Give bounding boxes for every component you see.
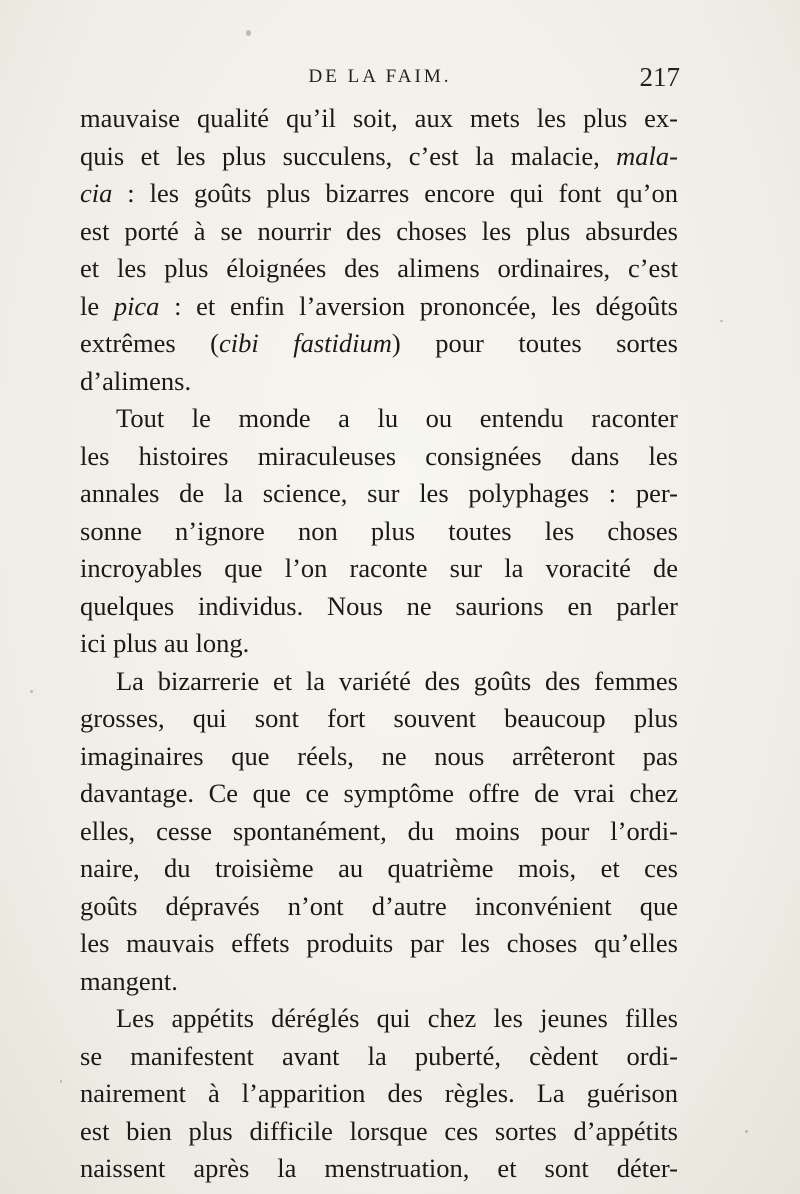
text-line: est porté à se nourrir des choses les plus absurdes	[80, 215, 678, 246]
paper-speck	[30, 690, 33, 693]
page-header	[80, 62, 680, 92]
text-line: quis et les plus succulens, c’est la malacie, mala-	[80, 140, 678, 171]
italic-term: cia	[80, 178, 113, 208]
text-line: incroyables que l’on raconte sur la voracité de	[80, 553, 678, 583]
running-title: DE LA FAIM.	[308, 66, 452, 87]
text-line: cia : les goûts plus bizarres encore qui font qu’on	[80, 178, 678, 208]
paragraph-start-line: Tout le monde a lu ou entendu raconter	[116, 403, 678, 433]
body-text	[80, 100, 678, 1188]
text-line: davantage. Ce que ce symptôme offre de vrai chez	[80, 778, 678, 808]
paper-speck	[60, 1080, 62, 1083]
italic-term: pica	[113, 290, 160, 321]
paper-speck	[745, 1130, 748, 1133]
text-line: les histoires miraculeuses consignées dans les	[80, 440, 678, 471]
text-line: naire, du troisième au quatrième mois, et ces	[80, 853, 678, 883]
text-line: est bien plus difficile lorsque ces sortes d’appétits	[80, 1115, 678, 1146]
paragraph-end-line: mangent.	[80, 965, 178, 996]
text-line: extrêmes (cibi fastidium) pour toutes sortes	[80, 328, 678, 358]
paragraph-end-line: d’alimens.	[80, 365, 192, 396]
text-line: les mauvais effets produits par les choses qu’elles	[80, 928, 678, 958]
text-line: quelques individus. Nous ne saurions en parler	[80, 590, 678, 621]
text-line: elles, cesse spontanément, du moins pour l’ordi-	[80, 815, 678, 846]
italic-term: cibi fastidium	[219, 328, 392, 358]
text-line: et les plus éloignées des alimens ordinaires, c’est	[80, 253, 678, 283]
text-line: grosses, qui sont fort souvent beaucoup plus	[80, 703, 678, 733]
italic-term: mala-	[616, 140, 678, 171]
text-line: mauvaise qualité qu’il soit, aux mets les plus ex-	[80, 103, 678, 133]
paragraph-start-line: Les appétits déréglés qui chez les jeunes filles	[116, 1003, 678, 1033]
text-line: goûts dépravés n’ont d’autre inconvénient que	[80, 890, 678, 921]
text-line: sonne n’ignore non plus toutes les choses	[80, 515, 678, 546]
page-number: 217	[639, 62, 680, 92]
paper-speck	[246, 30, 251, 36]
text-line: nairement à l’apparition des règles. La guérison	[80, 1078, 678, 1108]
text-line: naissent après la menstruation, et sont déter-	[80, 1153, 678, 1183]
text-line: le pica : et enfin l’aversion prononcée, les dégoûts	[80, 290, 678, 321]
paragraph-start-line: La bizarrerie et la variété des goûts des femmes	[116, 665, 678, 696]
text-line: imaginaires que réels, ne nous arrêteront pas	[80, 740, 678, 771]
text-line: se manifestent avant la puberté, cèdent ordi-	[80, 1040, 678, 1071]
text-line: annales de la science, sur les polyphages : per-	[80, 478, 678, 508]
paper-speck	[720, 320, 723, 322]
paragraph-end-line: ici plus au long.	[80, 628, 250, 658]
